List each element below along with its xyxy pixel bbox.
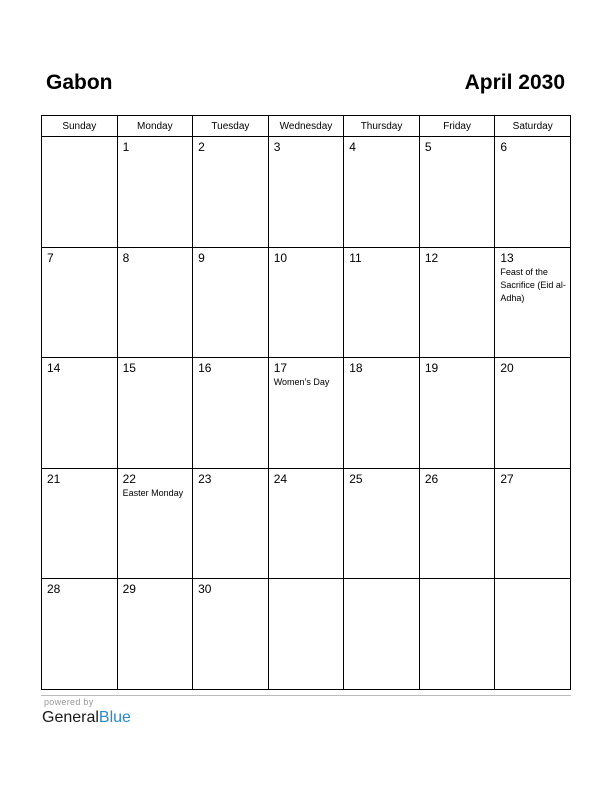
day-number: 6	[500, 140, 508, 154]
day-number: 5	[424, 140, 432, 154]
day-cell	[419, 247, 495, 358]
day-cell	[268, 468, 344, 579]
weekday-friday: Friday	[419, 116, 495, 137]
day-cell	[117, 247, 193, 358]
weekday-header-row	[42, 116, 571, 137]
day-cell	[495, 137, 571, 248]
day-number: 26	[424, 471, 439, 486]
day-cell	[419, 137, 495, 248]
holiday-label: Easter Monday	[122, 487, 184, 498]
week-row	[42, 247, 571, 358]
day-number: 28	[47, 582, 61, 597]
week-row	[42, 137, 571, 248]
day-cell	[268, 247, 344, 358]
day-cell	[268, 137, 344, 248]
week-row	[42, 579, 571, 690]
day-number: 16	[198, 361, 212, 376]
day-cell	[268, 579, 344, 690]
day-cell	[419, 468, 495, 579]
generalblue-logo[interactable]	[42, 709, 131, 727]
day-number: 27	[500, 471, 514, 486]
day-number: 20	[500, 361, 514, 376]
weekday-thursday: Thursday	[344, 116, 420, 137]
day-cell	[495, 358, 571, 469]
footer-divider	[41, 695, 571, 696]
brand-blue: Blue	[98, 709, 131, 726]
weekday-tuesday: Tuesday	[193, 116, 269, 137]
day-cell	[344, 579, 420, 690]
weekday-monday: Monday	[117, 116, 193, 137]
day-cell	[117, 468, 193, 579]
day-cell	[193, 137, 269, 248]
day-cell	[117, 137, 193, 248]
day-number: 18	[349, 361, 363, 376]
day-number: 14	[47, 361, 61, 376]
day-cell	[344, 247, 420, 358]
day-cell	[42, 137, 118, 248]
day-cell	[42, 358, 118, 469]
day-number: 8	[122, 250, 130, 265]
day-number: 23	[198, 471, 212, 486]
weekday-saturday: Saturday	[495, 116, 571, 137]
day-number: 4	[349, 140, 356, 154]
day-cell	[193, 468, 269, 579]
day-cell	[419, 579, 495, 690]
day-cell	[193, 579, 269, 690]
day-number: 22	[122, 471, 136, 486]
day-number: 11	[349, 250, 362, 265]
week-row	[42, 358, 571, 469]
month-title: April 2030	[464, 71, 565, 94]
day-number: 29	[122, 582, 136, 597]
day-number: 2	[198, 140, 205, 154]
day-cell	[419, 358, 495, 469]
country-title: Gabon	[46, 71, 113, 94]
day-cell	[193, 247, 269, 358]
day-number: 7	[47, 250, 54, 265]
weekday-wednesday: Wednesday	[268, 116, 344, 137]
day-number: 17	[273, 361, 288, 376]
day-number: 19	[424, 361, 439, 376]
day-number: 9	[198, 250, 205, 265]
day-number: 1	[122, 140, 130, 154]
week-row	[42, 468, 571, 579]
day-cell	[42, 579, 118, 690]
day-number: 13	[500, 250, 514, 265]
day-cell	[42, 247, 118, 358]
day-number: 12	[424, 250, 439, 265]
day-cell	[344, 358, 420, 469]
day-cell	[495, 247, 571, 358]
day-number: 21	[47, 471, 61, 486]
day-cell	[193, 358, 269, 469]
day-cell	[42, 468, 118, 579]
day-cell	[117, 579, 193, 690]
day-number: 24	[273, 471, 288, 486]
holiday-label: Feast of the Sacrifice (Eid al-Adha)	[500, 266, 566, 303]
day-number: 3	[273, 140, 281, 154]
day-cell	[344, 137, 420, 248]
day-cell	[495, 579, 571, 690]
powered-by-label: powered by	[44, 697, 94, 707]
day-cell	[268, 358, 344, 469]
brand-general: General	[42, 709, 99, 726]
day-number: 25	[349, 471, 363, 486]
day-cell	[344, 468, 420, 579]
day-number: 30	[198, 582, 212, 597]
calendar-grid	[41, 115, 571, 690]
day-cell	[117, 358, 193, 469]
weekday-sunday: Sunday	[42, 116, 118, 137]
holiday-label: Women’s Day	[273, 377, 330, 388]
day-number: 10	[273, 250, 288, 265]
day-number: 15	[122, 361, 136, 376]
day-cell	[495, 468, 571, 579]
